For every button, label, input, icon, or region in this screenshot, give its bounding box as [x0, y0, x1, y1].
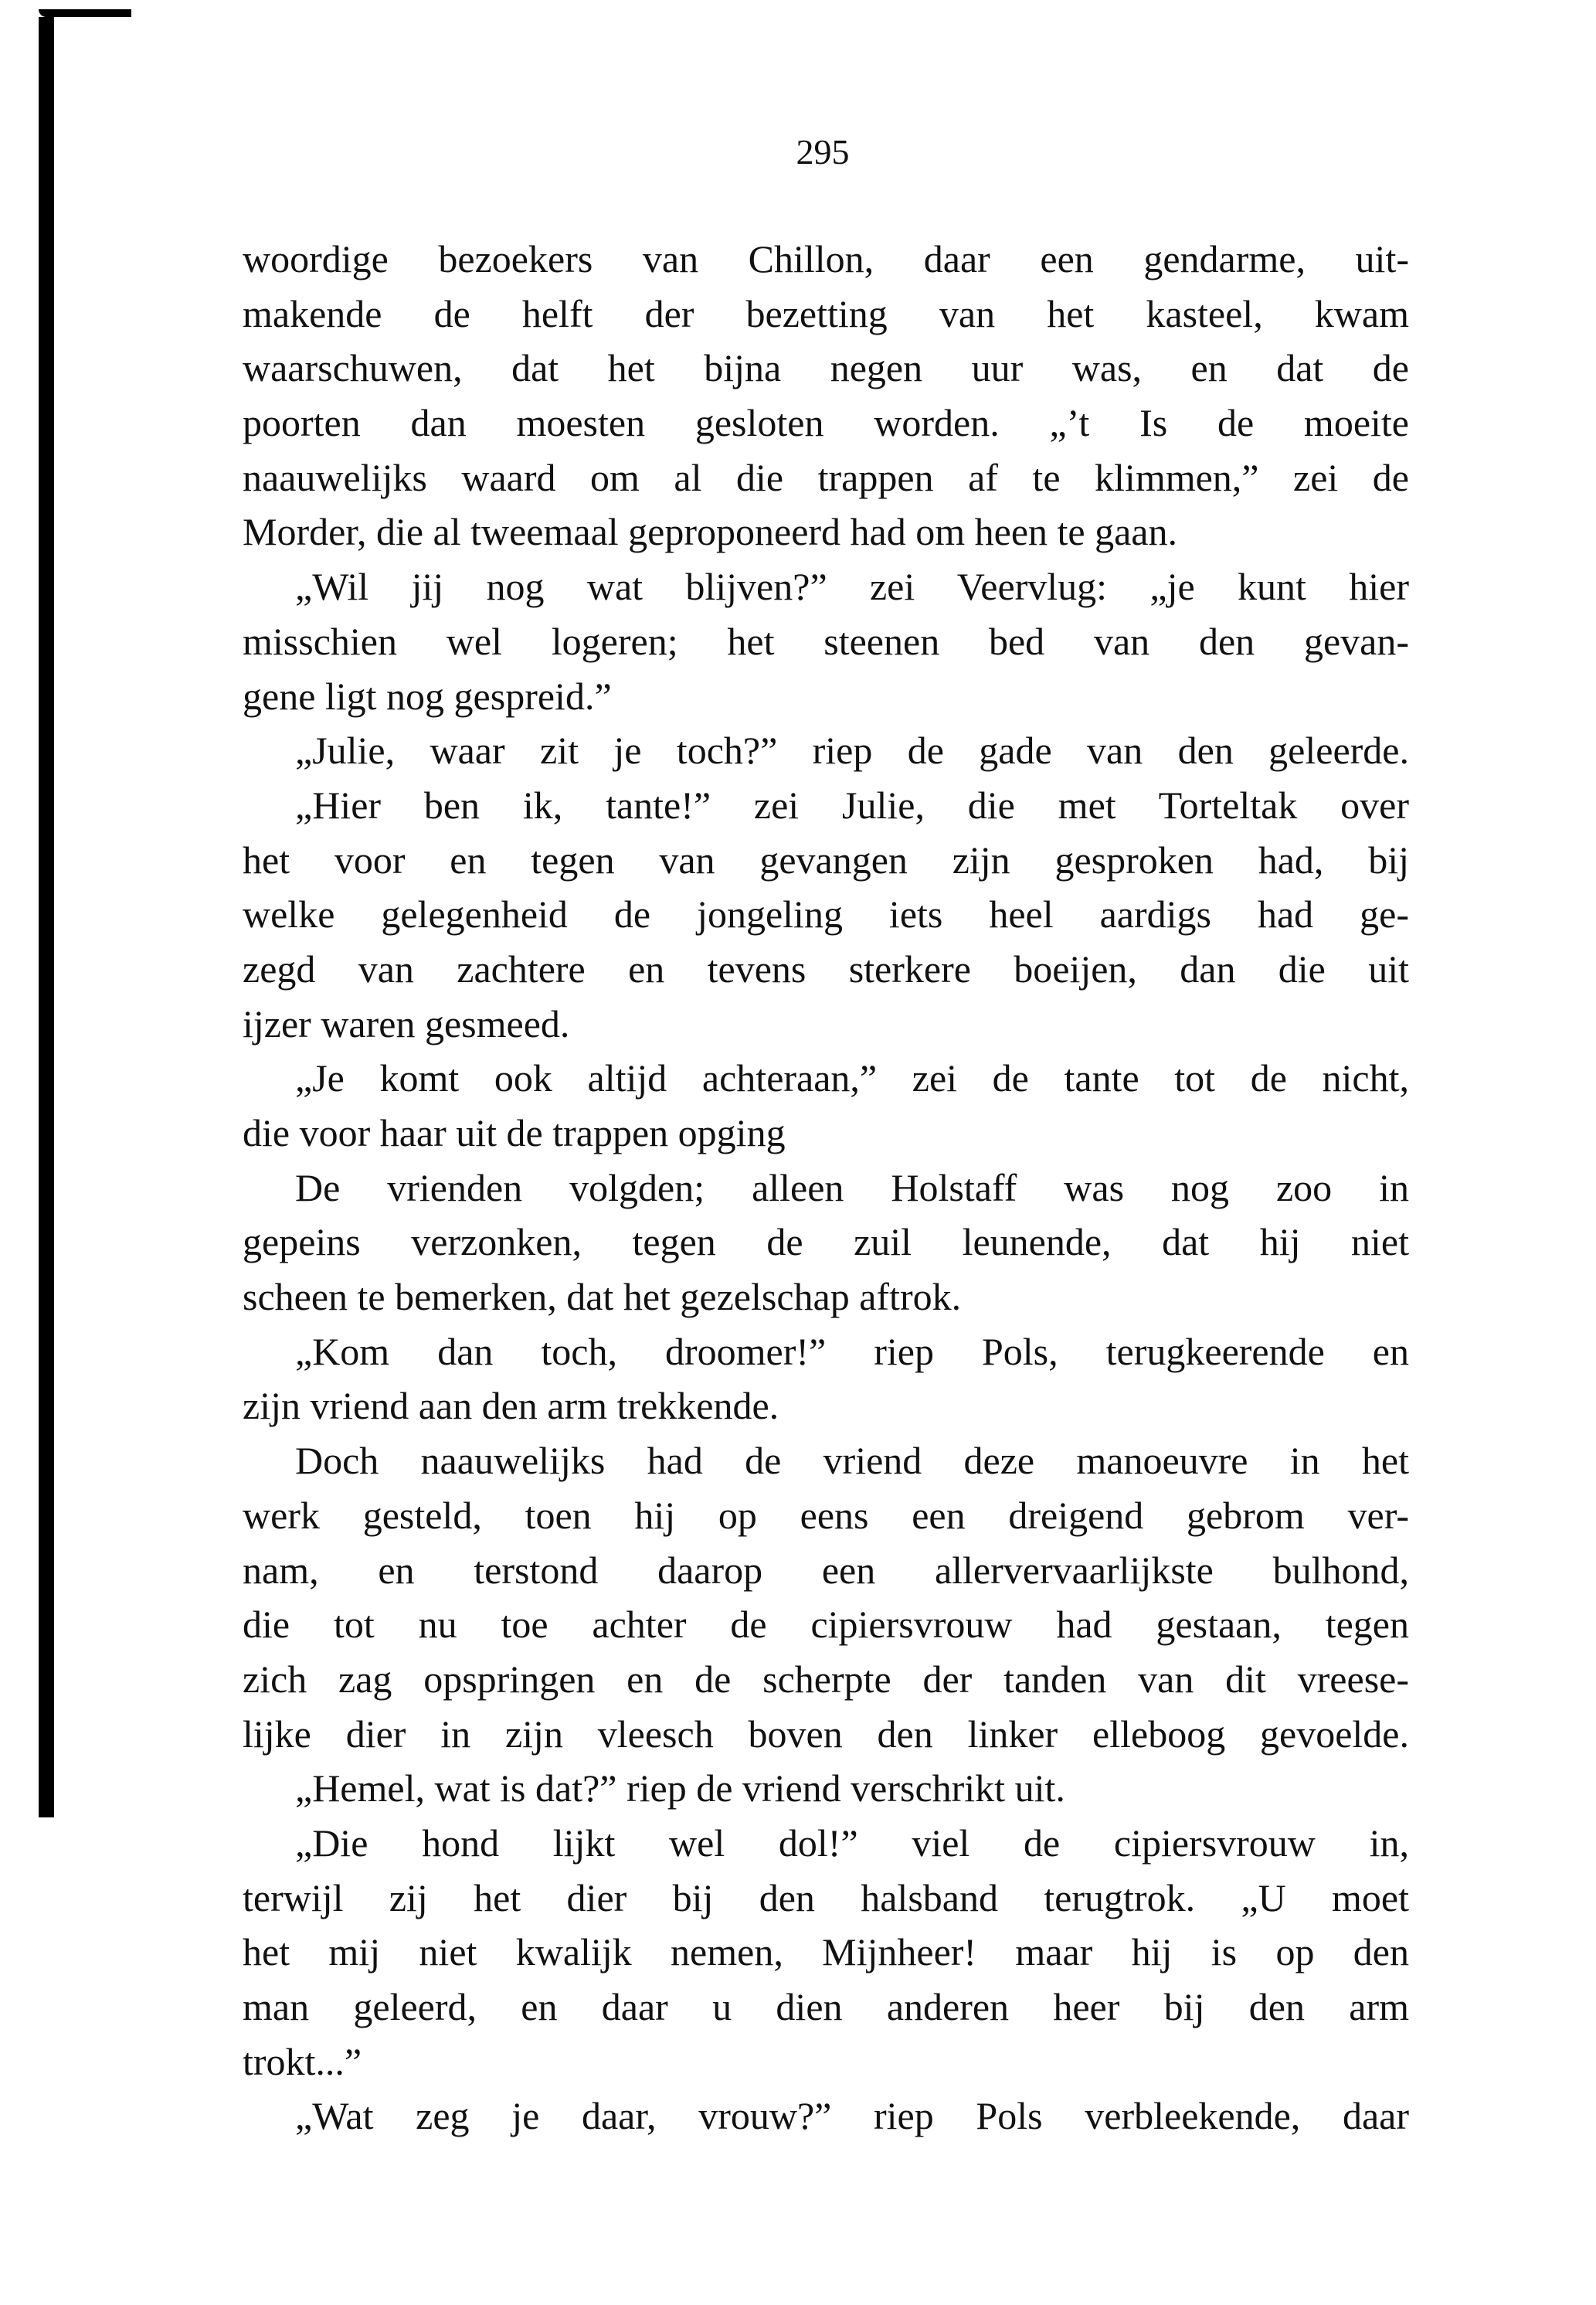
text-line: makende de helft der bezetting van het kasteel, kwam	[243, 291, 1409, 335]
text-line: trokt...”	[243, 2039, 362, 2083]
text-line: „Je komt ook altijd achteraan,” zei de tante tot de nicht,	[295, 1056, 1409, 1100]
text-line: Morder, die al tweemaal geproponeerd had om heen te gaan.	[243, 510, 1177, 554]
text-line: gene ligt nog gespreid.”	[243, 674, 612, 718]
text-line: naauwelijks waard om al die trappen af te klimmen,” zei de	[243, 455, 1409, 499]
text-line: waarschuwen, dat het bijna negen uur was, en dat de	[243, 346, 1409, 390]
text-line: terwijl zij het dier bij den halsband terugtrok. „U moet	[243, 1875, 1409, 1919]
body-text	[243, 232, 1409, 2144]
text-line: ijzer waren gesmeed.	[243, 1001, 570, 1045]
text-line: man geleerd, en daar u dien anderen heer bij den arm	[243, 1985, 1409, 2028]
text-line: „Kom dan toch, droomer!” riep Pols, terugkeerende en	[295, 1329, 1409, 1373]
scan-edge-shadow	[39, 17, 54, 1817]
text-line: „Hier ben ik, tante!” zei Julie, die met Torteltak over	[295, 783, 1409, 827]
text-line: het voor en tegen van gevangen zijn gesproken had, bij	[243, 838, 1409, 882]
text-line: lijke dier in zijn vleesch boven den linker elleboog gevoelde.	[243, 1712, 1409, 1756]
text-line: werk gesteld, toen hij op eens een dreigend gebrom ver-	[243, 1493, 1409, 1537]
text-line: „Wat zeg je daar, vrouw?” riep Pols verbleekende, daar	[295, 2094, 1409, 2138]
text-line: poorten dan moesten gesloten worden. „’t Is de moeite	[243, 401, 1409, 445]
text-line: „Wil jij nog wat blijven?” zei Veervlug: „je kunt hier	[295, 565, 1409, 609]
text-line: „Hemel, wat is dat?” riep de vriend verschrikt uit.	[295, 1766, 1065, 1810]
text-line: het mij niet kwalijk nemen, Mijnheer! maar hij is op den	[243, 1930, 1409, 1974]
text-line: De vrienden volgden; alleen Holstaff was nog zoo in	[295, 1165, 1409, 1209]
text-line: „Die hond lijkt wel dol!” viel de cipiersvrouw in,	[295, 1821, 1409, 1865]
text-line: woordige bezoekers van Chillon, daar een gendarme, uit-	[243, 237, 1409, 280]
text-line: gepeins verzonken, tegen de zuil leunende, dat hij niet	[243, 1220, 1409, 1264]
text-line: „Julie, waar zit je toch?” riep de gade van den geleerde.	[295, 729, 1409, 773]
page-number: 295	[796, 132, 850, 172]
text-line: zich zag opspringen en de scherpte der tanden van dit vreese-	[243, 1657, 1409, 1701]
text-line: zegd van zachtere en tevens sterkere boeijen, dan die uit	[243, 947, 1409, 991]
text-line: die voor haar uit de trappen opging	[243, 1111, 786, 1154]
text-line: die tot nu toe achter de cipiersvrouw had gestaan, tegen	[243, 1603, 1409, 1647]
scan-edge-top	[39, 9, 131, 17]
text-line: nam, en terstond daarop een allervervaarlijkste bulhond,	[243, 1548, 1409, 1592]
text-line: scheen te bemerken, dat het gezelschap aftrok.	[243, 1275, 962, 1319]
text-line: welke gelegenheid de jongeling iets heel aardigs had ge-	[243, 892, 1409, 937]
text-line: Doch naauwelijks had de vriend deze manoeuvre in het	[295, 1439, 1409, 1483]
text-line: misschien wel logeren; het steenen bed van den gevan-	[243, 619, 1409, 663]
text-line: zijn vriend aan den arm trekkende.	[243, 1384, 779, 1428]
